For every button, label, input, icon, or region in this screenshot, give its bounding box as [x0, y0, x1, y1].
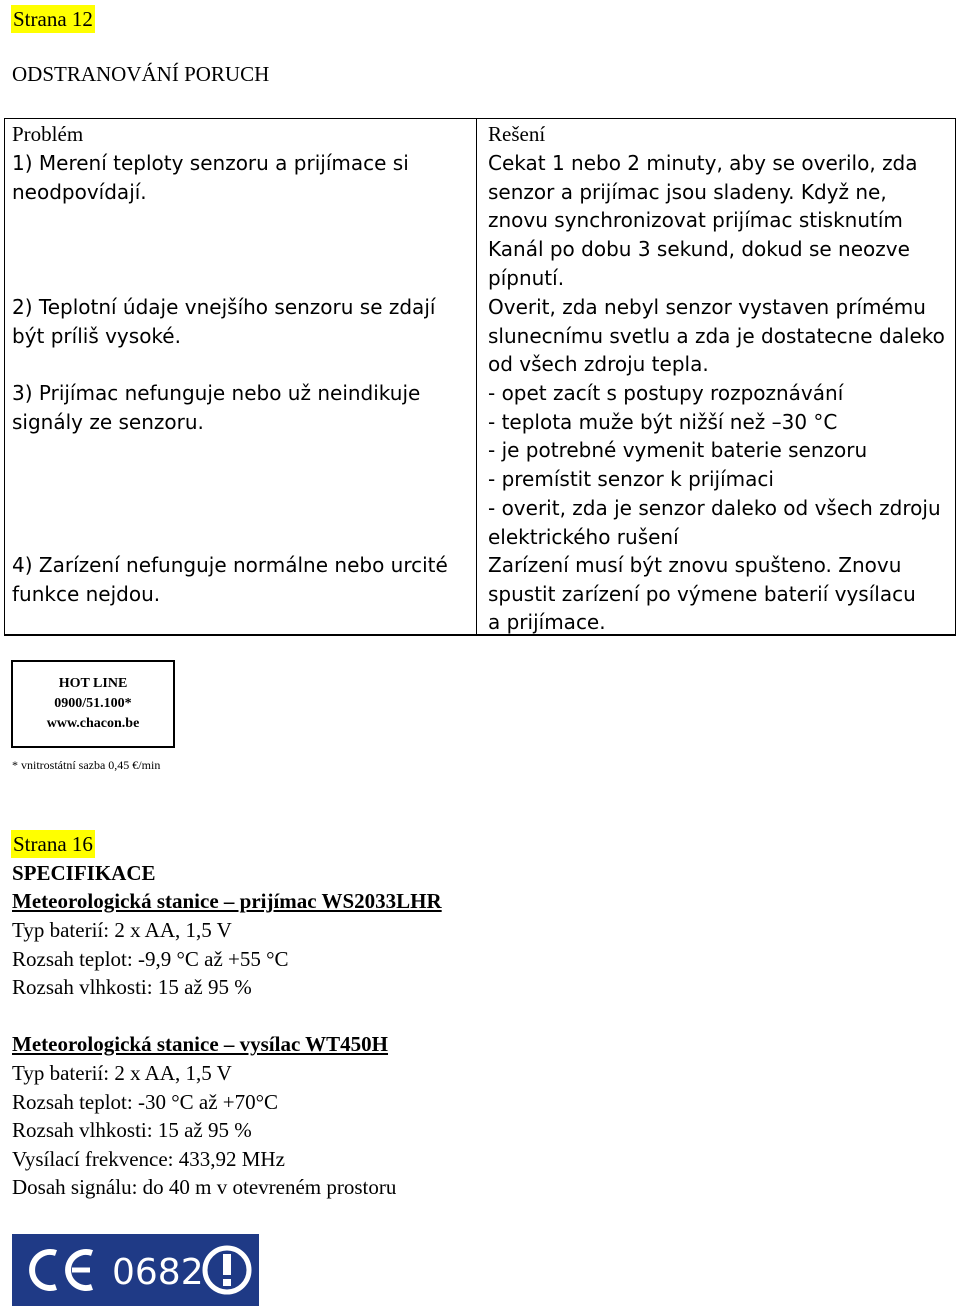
problem-cell-2: 2) Teplotní údaje vnejšího senzoru se zdají být príliš vysoké. [12, 295, 436, 348]
ce-notified-body-number: 0682 [112, 1252, 204, 1293]
receiver-spec-battery: Typ baterií: 2 x AA, 1,5 V [12, 918, 232, 942]
problem-cell-3: 3) Prijímac nefunguje nebo už neindikuje signály ze senzoru. [12, 381, 421, 434]
page-title-specifications: SPECIFIKACE [12, 861, 156, 885]
page-label-16: Strana 16 [13, 832, 93, 856]
solution-cell-4: Zarízení musí být znovu spušteno. Znovu spustit zarízení po výmene baterií vysílacu a prijímace. [488, 553, 916, 635]
transmitter-spec-battery: Typ baterií: 2 x AA, 1,5 V [12, 1061, 232, 1085]
footnote-rate: * vnitrostátní sazba 0,45 €/min [12, 758, 161, 772]
page-label-12: Strana 12 [13, 7, 93, 31]
receiver-spec-list [12, 916, 289, 1002]
problem-cell-1: 1) Merení teploty senzoru a prijímace si neodpovídají. [12, 151, 409, 204]
transmitter-heading: Meteorologická stanice – vysílac WT450H [12, 1032, 389, 1056]
page-title-troubleshooting: ODSTRANOVÁNÍ PORUCH [12, 62, 270, 86]
alert-icon-bar [223, 1254, 231, 1275]
column-header-problem: Problém [12, 122, 84, 146]
solution-cell-1: Cekat 1 nebo 2 minuty, aby se overilo, zda senzor a prijímac jsou sladeny. Když ne, znovu synchronizovat prijímac stisknutím Kanál po dobu 3 sekund, dokud se neozve pípnutí. [488, 151, 918, 290]
ce-letter-c [32, 1252, 56, 1288]
hotline-number: 0900/51.100* [54, 696, 132, 711]
ce-mark-logo [12, 1234, 259, 1306]
table-top-border [4, 118, 956, 119]
receiver-spec-temperature: Rozsah teplot: -9,9 °C až +55 °C [12, 946, 289, 971]
problem-cell-4: 4) Zarízení nefunguje normálne nebo urcité funkce nejdou. [12, 553, 448, 606]
receiver-heading: Meteorologická stanice – prijímac WS2033LHR [12, 889, 442, 913]
table-column-divider [476, 118, 477, 636]
transmitter-spec-range: Dosah signálu: do 40 m v otevreném prostoru [12, 1175, 397, 1199]
alert-icon-dot [223, 1279, 231, 1286]
transmitter-spec-temperature: Rozsah teplot: -30 °C až +70°C [12, 1089, 279, 1114]
transmitter-spec-list [12, 1059, 396, 1202]
transmitter-spec-humidity: Rozsah vlhkosti: 15 až 95 % [12, 1118, 252, 1142]
column-header-solution: Rešení [488, 122, 546, 146]
hotline-title: HOT LINE [58, 676, 128, 691]
troubleshooting-table [4, 118, 956, 636]
solution-cell-2: Overit, zda nebyl senzor vystaven prímému slunecnímu svetlu a zda je dostatecne daleko od všech zdroju tepla. [488, 295, 945, 377]
ce-mark-graphic [12, 1234, 259, 1306]
hotline-box [11, 660, 175, 748]
solution-cell-3: - opet zacít s postupy rozpoznávání - teplota muže být nižší než –30 °C - je potrebné vymenit baterie senzoru - premístit senzor k prijímaci - overit, zda je senzor daleko od všech zdroju elektrického rušení [488, 381, 941, 549]
receiver-spec-humidity: Rozsah vlhkosti: 15 až 95 % [12, 975, 252, 999]
hotline-website: www.chacon.be [46, 716, 140, 731]
transmitter-spec-frequency: Vysílací frekvence: 433,92 MHz [12, 1146, 285, 1171]
table-right-border [955, 118, 956, 636]
table-left-border [4, 118, 5, 636]
